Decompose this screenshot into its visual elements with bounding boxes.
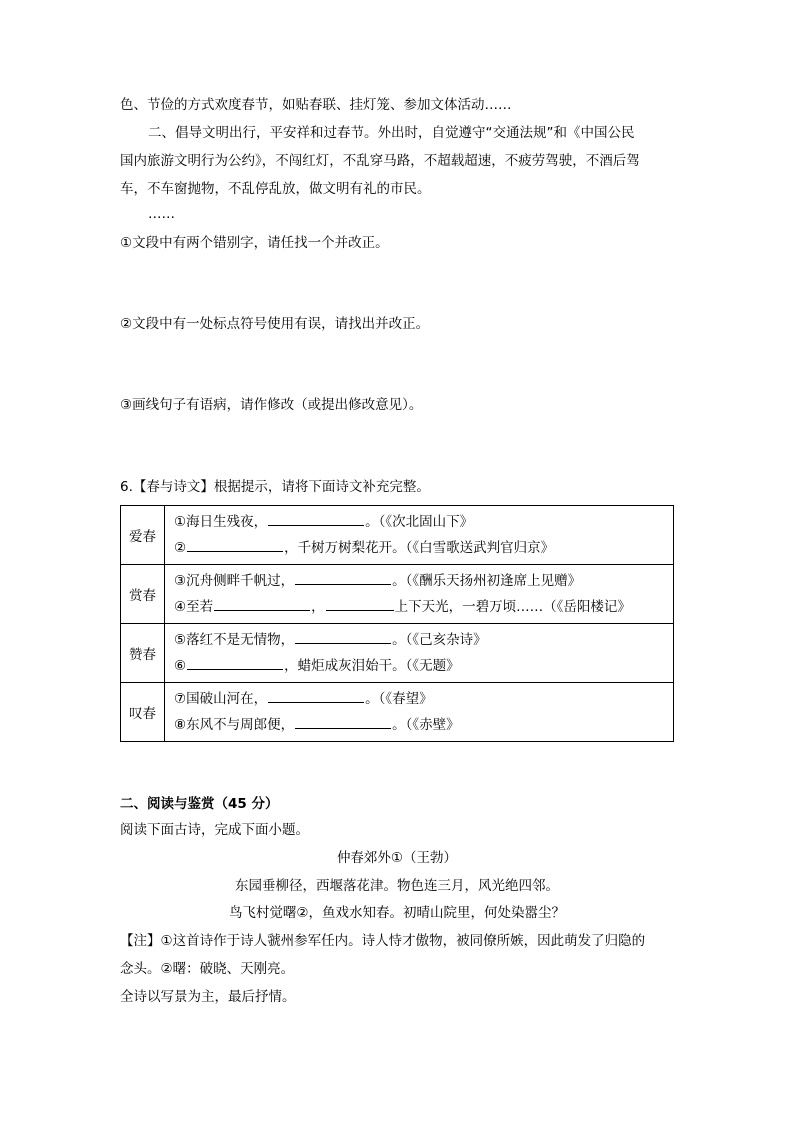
passage-line-3: 国内旅游文明行为公约》，不闯红灯，不乱穿马路，不超载超速，不疲劳驾驶，不酒后驾 (120, 153, 640, 169)
passage-line-4: 车，不车窗抛物，不乱停乱放，做文明有礼的市民。 (120, 181, 431, 197)
answer-blank[interactable] (187, 656, 283, 670)
fill-line: ⑥ ，蜡炬成灰泪始干。（《无题》 (174, 658, 460, 674)
poem-summary: 全诗以写景为主，最后抒情。 (120, 989, 296, 1005)
category-cell: 叹春 (121, 683, 165, 742)
category-cell: 赞春 (121, 624, 165, 683)
table-row (121, 683, 674, 742)
poem-line-2: 鸟飞村觉曙②，鱼戏水知春。初晴山院里，何处染嚣尘？ (228, 905, 566, 921)
answer-blank[interactable] (295, 571, 391, 585)
note-line-1: 【注】①这首诗作于诗人虢州参军任内。诗人恃才傲物，被同僚所嫉，因此萌发了归隐的 (120, 933, 646, 949)
answer-blank[interactable] (268, 512, 364, 526)
poem-fill-table (120, 505, 674, 742)
fill-line: ①海日生残夜， 。（《次北固山下》 (174, 514, 474, 530)
table-row (121, 506, 674, 565)
table-row (121, 624, 674, 683)
answer-blank[interactable] (268, 689, 364, 703)
question-1: ①文段中有两个错别字，请任找一个并改正。 (120, 235, 389, 251)
passage-line-2: 二、倡导文明出行，平安祥和过春节。外出时，自觉遵守“交通法规”和《中国公民 (148, 125, 635, 141)
answer-blank[interactable] (187, 538, 283, 552)
fill-line: ② ，千树万树梨花开。（《白雪歌送武判官归京》 (174, 540, 555, 556)
fill-line: ⑦国破山河在， 。（《春望》 (174, 691, 433, 707)
passage-line-1: 色、节俭的方式欢度春节，如贴春联、挂灯笼、参加文体活动…… (120, 97, 512, 113)
category-cell: 赏春 (121, 565, 165, 624)
fill-line: ③沉舟侧畔千帆过， 。（《酬乐天扬州初逢席上见赠》 (174, 573, 582, 589)
answer-blank[interactable] (295, 715, 391, 729)
poem-line-1: 东园垂柳径，西堰落花津。物色连三月，风光绝四邻。 (235, 878, 559, 894)
fill-line: ④至若 ， 上下天光，一碧万顷……（《岳阳楼记》 (174, 599, 631, 615)
poem-title: 仲春郊外①（王勃） (336, 850, 458, 866)
question-3: ③画线句子有语病，请作修改（或提出修改意见）。 (120, 397, 423, 413)
part-2-heading: 二、阅读与鉴赏（45 分） (120, 796, 279, 812)
fill-line: ⑤落红不是无情物， 。（《己亥杂诗》 (174, 632, 487, 648)
note-line-2: 念头。②曙：破晓、天刚亮。 (120, 961, 295, 977)
answer-blank[interactable] (214, 597, 310, 611)
table-row (121, 565, 674, 624)
fill-line: ⑧东风不与周郎便， 。（《赤壁》 (174, 717, 460, 733)
section-6-heading: 6.【春与诗文】根据提示，请将下面诗文补充完整。 (120, 479, 430, 495)
category-cell: 爱春 (121, 506, 165, 565)
question-2: ②文段中有一处标点符号使用有误，请找出并改正。 (120, 316, 430, 332)
answer-blank[interactable] (326, 597, 394, 611)
passage-ellipsis: …… (148, 206, 175, 222)
reading-instruction: 阅读下面古诗，完成下面小题。 (120, 822, 309, 838)
answer-blank[interactable] (295, 630, 391, 644)
